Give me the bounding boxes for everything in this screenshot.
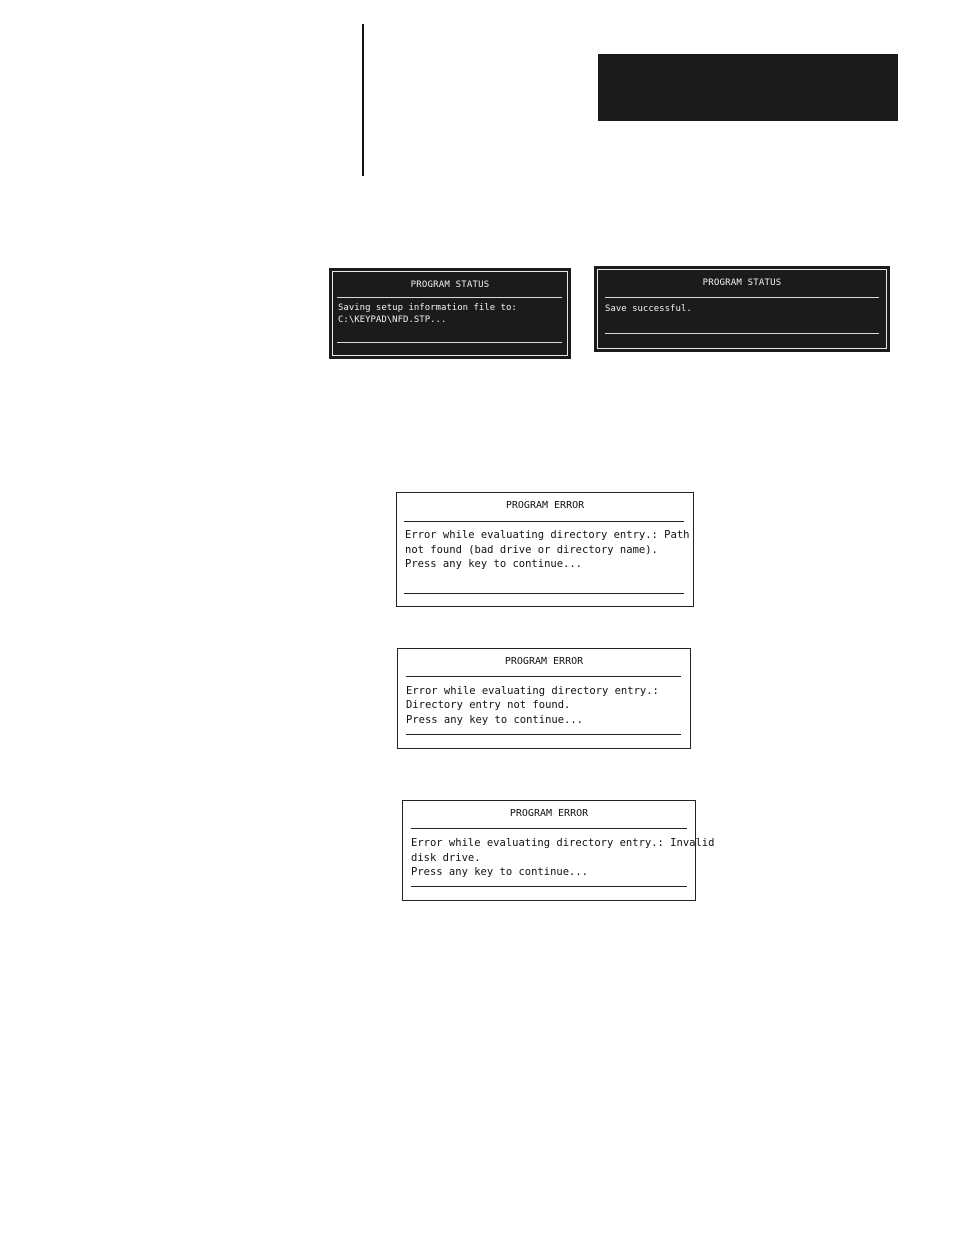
error-message-line: Error while evaluating directory entry.: Invalid xyxy=(411,837,715,849)
status-message-line: Save successful. xyxy=(605,304,692,314)
title-divider xyxy=(411,828,687,829)
margin-rule xyxy=(362,24,364,176)
bottom-divider xyxy=(605,333,879,334)
title-divider xyxy=(337,297,562,298)
error-message-line: Error while evaluating directory entry.: xyxy=(406,685,659,697)
error-message-line: Press any key to continue... xyxy=(405,558,583,570)
error-message-line: Press any key to continue... xyxy=(411,866,589,878)
chapter-header-block xyxy=(598,54,898,121)
error-dialog-entry-not-found xyxy=(397,648,691,749)
bottom-divider xyxy=(406,734,681,735)
bottom-divider xyxy=(404,593,684,594)
bottom-divider xyxy=(337,342,562,343)
error-message-line: not found (bad drive or directory name). xyxy=(405,544,658,556)
status-dialog-saving xyxy=(329,268,571,359)
dialog-title: PROGRAM STATUS xyxy=(702,278,782,288)
status-dialog-saved xyxy=(594,266,890,352)
error-dialog-invalid-drive xyxy=(402,800,715,901)
error-message-line: Press any key to continue... xyxy=(406,714,584,726)
dialog-title: PROGRAM ERROR xyxy=(505,500,585,511)
dialog-title: PROGRAM STATUS xyxy=(410,280,490,290)
error-message-line: Directory entry not found. xyxy=(406,699,571,711)
dialog-title: PROGRAM ERROR xyxy=(509,808,589,819)
error-dialog-path-not-found xyxy=(396,492,694,607)
status-message-line: Saving setup information file to: xyxy=(338,303,517,313)
title-divider xyxy=(404,521,684,522)
title-divider xyxy=(605,297,879,298)
status-message-line: C:\KEYPAD\NFD.STP... xyxy=(338,315,447,325)
error-message-line: disk drive. xyxy=(411,852,481,864)
title-divider xyxy=(406,676,681,677)
dialog-title: PROGRAM ERROR xyxy=(504,656,584,667)
error-message-line: Error while evaluating directory entry.: Path xyxy=(405,529,690,541)
bottom-divider xyxy=(411,886,687,887)
